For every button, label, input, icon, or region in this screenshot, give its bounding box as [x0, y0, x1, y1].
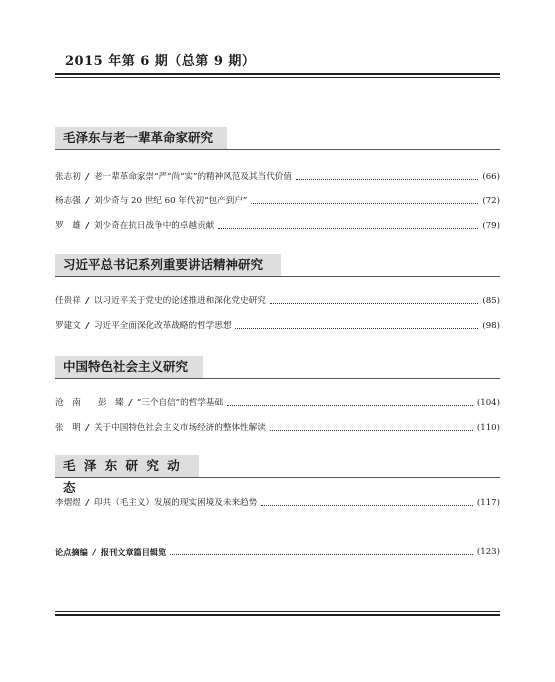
- entry-page: (123): [476, 547, 500, 557]
- entry-author: 罗 雄: [55, 221, 81, 231]
- leader-dots: [296, 179, 478, 180]
- section-heading: 毛泽东与老一辈革命家研究: [55, 127, 227, 149]
- entry-author: 任贵祥: [55, 296, 81, 306]
- entry-page: (104): [476, 398, 500, 408]
- entry-page: (79): [482, 221, 500, 231]
- section-underline: [55, 149, 500, 150]
- entry-separator: /: [92, 547, 96, 557]
- entry-separator: /: [85, 196, 89, 206]
- entry-title: “三个自信”的哲学基础: [136, 398, 224, 408]
- section-underline: [55, 378, 500, 379]
- leader-dots: [170, 554, 473, 555]
- issue-label: 2015 年第 6 期（总第 9 期）: [65, 54, 256, 69]
- header-rule-thin: [55, 77, 500, 78]
- leader-dots: [235, 328, 478, 329]
- section-heading: 习近平总书记系列重要讲话精神研究: [55, 254, 281, 276]
- toc-entry[interactable]: [55, 319, 500, 333]
- entry-page: (66): [482, 172, 500, 182]
- entry-page: (110): [476, 423, 500, 433]
- entry-title: 刘少奇在抗日战争中的卓越贡献: [93, 221, 215, 231]
- entry-page: (85): [482, 296, 500, 306]
- leader-dots: [218, 228, 478, 229]
- section-heading: 毛 泽 东 研 究 动 态: [55, 455, 199, 477]
- entry-author: 沧 南 彭 臻: [55, 398, 124, 408]
- leader-dots: [227, 405, 473, 406]
- entry-title: 印共（毛主义）发展的现实困境及未来趋势: [93, 498, 258, 508]
- entry-author: 李熠煜: [55, 498, 81, 508]
- entry-author: 杨志强: [55, 196, 81, 206]
- toc-entry[interactable]: [55, 496, 500, 510]
- entry-author: 论点摘编: [55, 547, 88, 557]
- entry-title: 习近平全面深化改革战略的哲学思想: [93, 321, 232, 331]
- leader-dots: [261, 505, 473, 506]
- header-rule-thick: [55, 73, 500, 75]
- section-heading: 中国特色社会主义研究: [55, 356, 203, 378]
- entry-author: 张志初: [55, 172, 81, 182]
- toc-entry[interactable]: [55, 396, 500, 410]
- entry-separator: /: [128, 398, 132, 408]
- entry-separator: /: [85, 296, 89, 306]
- footer-rule-thick: [55, 614, 500, 616]
- entry-title: 关于中国特色社会主义市场经济的整体性解读: [93, 423, 266, 433]
- section-underline: [55, 477, 500, 478]
- entry-separator: /: [85, 321, 89, 331]
- toc-entry[interactable]: [55, 294, 500, 308]
- section-underline: [55, 276, 500, 277]
- footer-rule-thin: [55, 611, 500, 612]
- toc-entry[interactable]: [55, 194, 500, 208]
- entry-title: 以习近平关于党史的论述推进和深化党史研究: [93, 296, 266, 306]
- entry-title: 刘少奇与 20 世纪 60 年代初“包产到户”: [93, 196, 248, 206]
- toc-entry[interactable]: [55, 219, 500, 233]
- leader-dots: [251, 203, 478, 204]
- entry-author: 罗建文: [55, 321, 81, 331]
- toc-entry[interactable]: [55, 170, 500, 184]
- toc-entry-digest[interactable]: [55, 545, 500, 559]
- entry-separator: /: [85, 498, 89, 508]
- entry-separator: /: [85, 172, 89, 182]
- entry-page: (98): [482, 321, 500, 331]
- leader-dots: [270, 303, 479, 304]
- entry-page: (72): [482, 196, 500, 206]
- entry-page: (117): [476, 498, 500, 508]
- toc-entry[interactable]: [55, 421, 500, 435]
- entry-separator: /: [85, 221, 89, 231]
- entry-title: 报刊文章篇目辑览: [100, 547, 167, 557]
- leader-dots: [270, 430, 473, 431]
- entry-separator: /: [85, 423, 89, 433]
- entry-author: 张 明: [55, 423, 81, 433]
- entry-title: 老一辈革命家崇“严”尚“实”的精神风范及其当代价值: [93, 172, 292, 182]
